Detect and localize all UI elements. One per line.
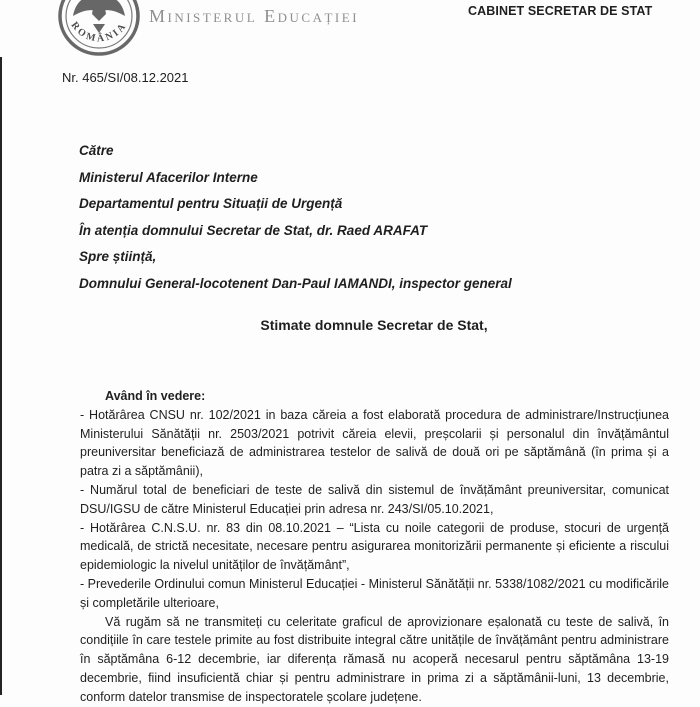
seal-country-text: ROMÂNIA xyxy=(68,20,130,45)
closing-paragraph: Vă rugăm să ne transmiteți cu celeritate graficul de aprovizionare eșalonată cu teste de salivă, în condițiile în care testele primite au fost distribuite integral către unitățile de învățământ pentru administrare în săptămâna 6-12 decembrie, iar diferența rămasă nu acoperă necesarul pentru săptămâna 13-19 decembrie, fiind insuficientă chiar și pentru administrare in prima zi a săptămânii-luni, 13 decembrie, conform datelor transmise de inspectoratele școlare județene. xyxy=(80,614,669,704)
recipient-line-spre-stiinta: Spre știință, xyxy=(79,249,157,264)
ministry-name: Ministerul Educației xyxy=(149,6,360,26)
romania-coat-of-arms-seal xyxy=(57,0,141,56)
consideration-item-4: - Prevederile Ordinului comun Ministerul Educației - Ministerul Sănătății nr. 5338/1082/2021 cu modificările și completările ulterioare, xyxy=(80,576,669,610)
recipient-line-ministry: Ministerul Afacerilor Interne xyxy=(79,169,258,185)
consideration-item-3: - Hotărârea C.N.S.U. nr. 83 din 08.10.2021 – “Lista cu noile categorii de produse, stocuri de urgență medicală, de strictă necesitate, necesare pentru asigurarea monitorizării permanente și eficiente a riscului epidemiologic la nivelul unităților de învățământ”, xyxy=(80,520,669,573)
recipient-line-attention: În atenția domnului Secretar de Stat, dr. Raed ARAFAT xyxy=(79,222,428,238)
recipient-line-catre: Către xyxy=(79,143,114,158)
consideration-item-2: - Numărul total de beneficiari de teste de salivă din sistemul de învățământ preuniversitar, comunicat DSU/IGSU de către Ministerul Educației prin adresa nr. 243/SI/05.10.2021, xyxy=(80,482,669,516)
salutation: Stimate domnule Secretar de Stat, xyxy=(260,317,488,333)
letter-body xyxy=(80,387,669,707)
recipient-block xyxy=(79,138,512,297)
recipient-line-general: Domnului General-locotenent Dan-Paul IAMANDI, inspector general xyxy=(79,275,512,291)
recipient-line-department: Departamentul pentru Situații de Urgență xyxy=(79,196,343,211)
registration-number: Nr. 465/SI/08.12.2021 xyxy=(62,70,189,85)
consideration-item-1: - Hotărârea CNSU nr. 102/2021 in baza căreia a fost elaborată procedura de administrare/Instrucțiunea Ministerului Sănătății nr. 2503/2021 potrivit căreia elevii, preșcolarii și personalul din învățământul preuniversitar beneficiază de administrarea testelor de salivă de două ori pe săptămână (în prima și a patra zi a săptămânii), xyxy=(80,407,669,479)
seal-graphic xyxy=(57,0,141,56)
scan-edge-artifact xyxy=(0,57,2,695)
considering-heading: Având în vedere: xyxy=(105,389,206,403)
cabinet-label: CABINET SECRETAR DE STAT xyxy=(468,4,653,18)
